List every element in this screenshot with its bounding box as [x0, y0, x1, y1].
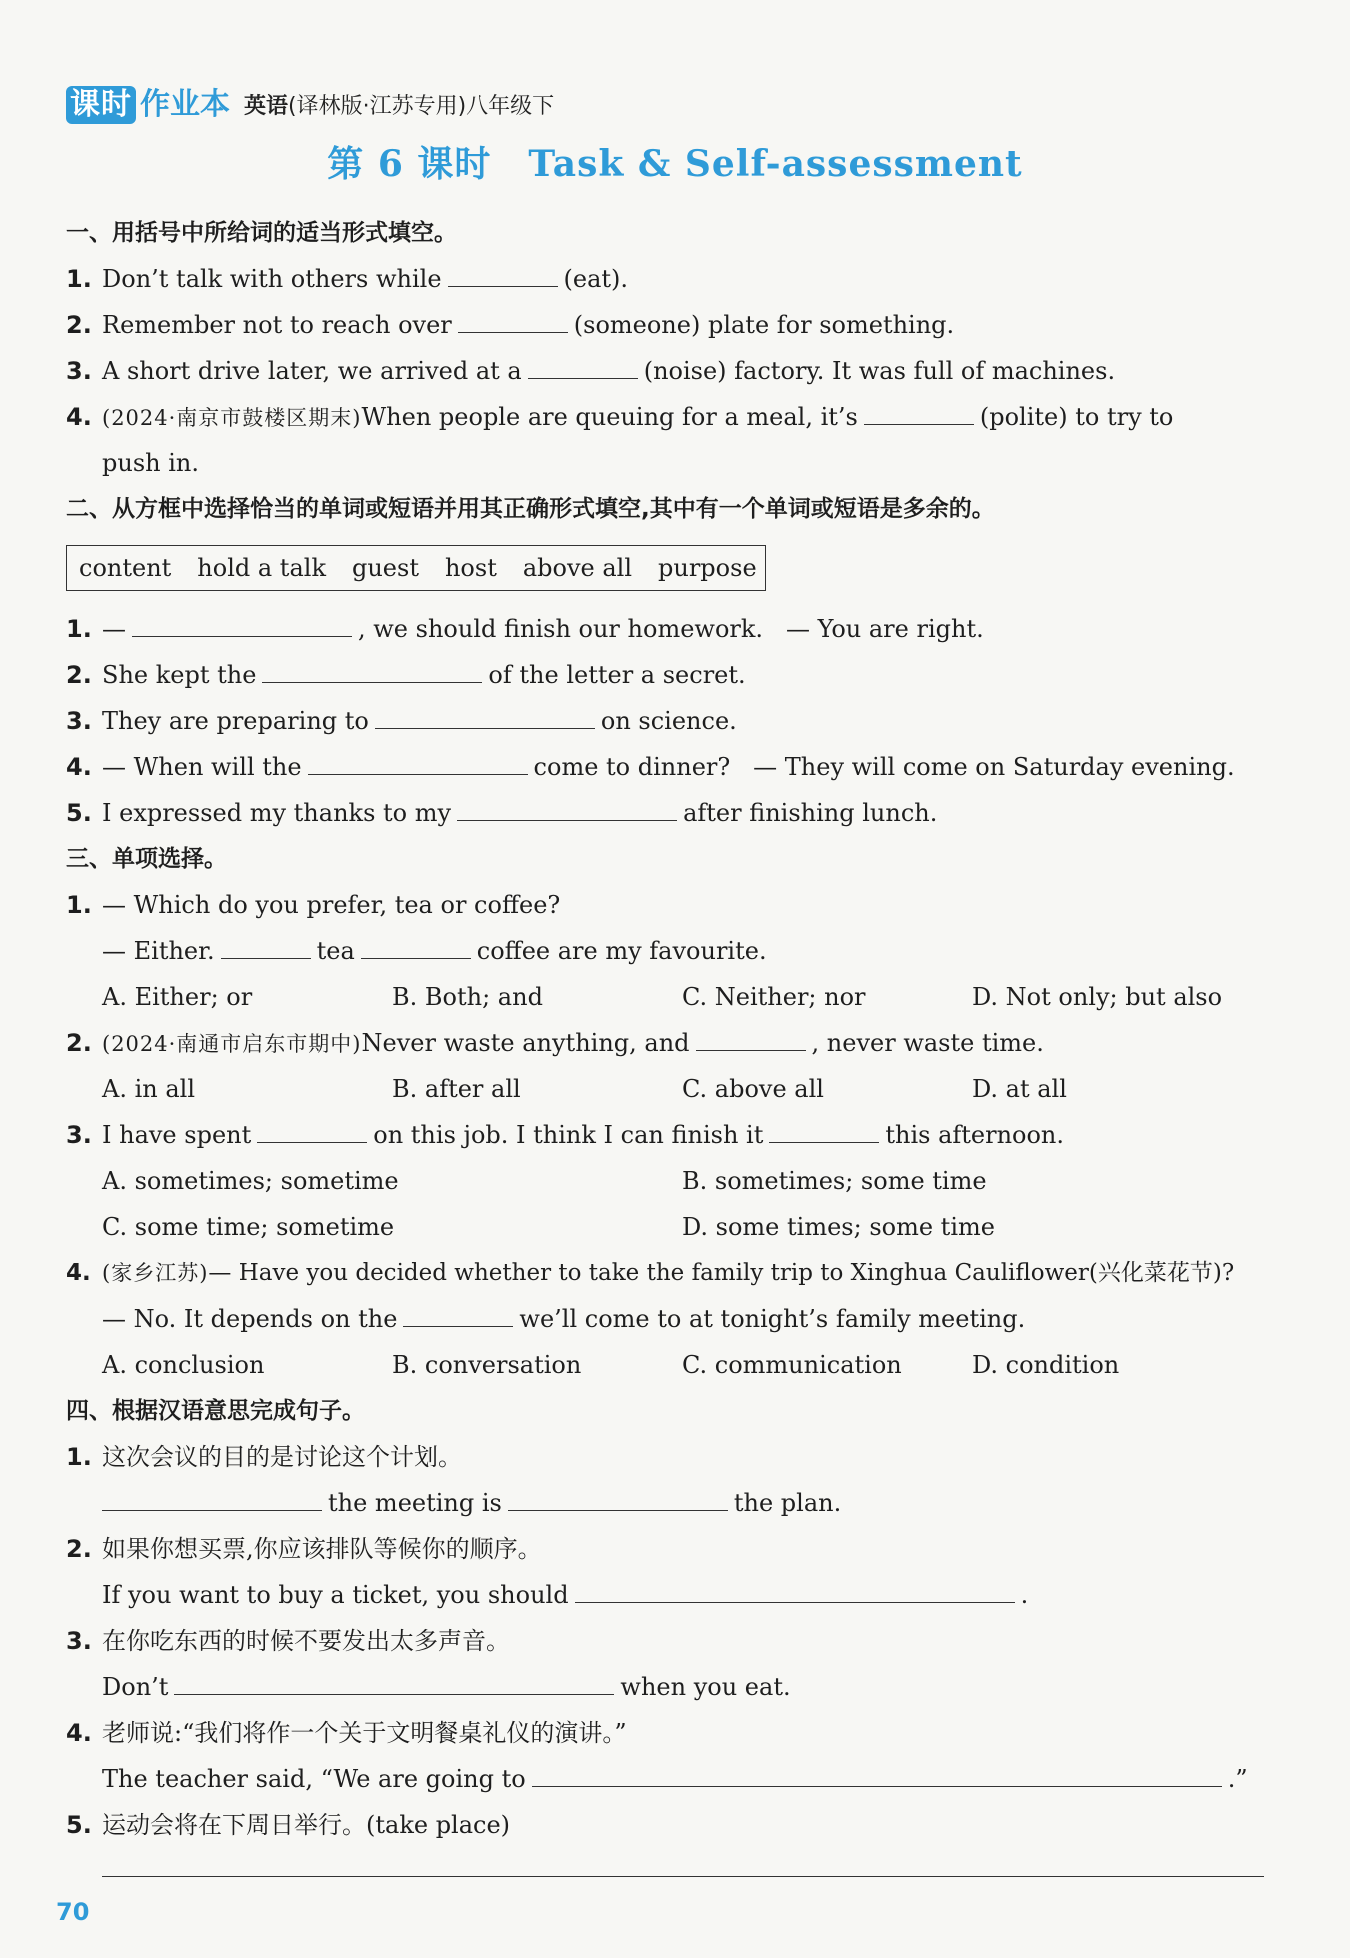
section-2-heading: 二、从方框中选择恰当的单词或短语并用其正确形式填空,其中有一个单词或短语是多余的。 [66, 496, 995, 522]
option-d[interactable]: D. at all [972, 1075, 1067, 1103]
source-tag: (家乡江苏) [102, 1261, 209, 1285]
s4-question-4 [66, 1716, 627, 1750]
page-header [66, 74, 554, 124]
q-text: (noise) factory. It was full of machines. [643, 357, 1116, 385]
answer-blank[interactable] [132, 612, 352, 637]
answer-blank[interactable] [575, 1578, 1015, 1603]
s3-question-4 [66, 1256, 1234, 1290]
answer-blank[interactable] [102, 1486, 322, 1511]
s1-question-2 [66, 308, 954, 342]
option-b[interactable]: B. after all [392, 1075, 521, 1103]
q-chinese: 如果你想买票,你应该排队等候你的顺序。 [102, 1535, 542, 1563]
s3-question-3 [66, 1118, 1064, 1152]
section-3-heading: 三、单项选择。 [66, 846, 227, 872]
word-bank-box [66, 545, 766, 591]
answer-blank[interactable] [457, 796, 677, 821]
answer-blank[interactable] [769, 1118, 879, 1143]
source-tag: (2024·南京市鼓楼区期末) [102, 406, 362, 430]
option-a[interactable]: A. sometimes; sometime [102, 1167, 399, 1195]
q-text: They are preparing to [102, 707, 369, 735]
word-bank-item: host [444, 554, 497, 582]
answer-blank[interactable] [532, 1762, 1222, 1787]
q-num: 1. [66, 891, 92, 919]
answer-blank[interactable] [403, 1302, 513, 1327]
q-num: 5. [66, 1811, 92, 1839]
header-subject [244, 90, 554, 124]
source-tag: (2024·南通市启东市期中) [102, 1032, 362, 1056]
q-num: 3. [66, 1627, 92, 1655]
q-text: come to dinner? [533, 753, 731, 781]
q-num: 1. [66, 1443, 92, 1471]
q-num: 2. [66, 311, 92, 339]
q-num: 3. [66, 707, 92, 735]
q-num: 1. [66, 265, 92, 293]
q-num: 5. [66, 799, 92, 827]
q-text: Remember not to reach over [102, 311, 452, 339]
s2-question-4 [66, 750, 1235, 784]
q-text: If you want to buy a ticket, you should [102, 1581, 569, 1609]
q-text: — Which do you prefer, tea or coffee? [102, 891, 561, 919]
subject-label: 英语 [244, 94, 289, 119]
s4-question-1 [66, 1440, 462, 1474]
answer-blank[interactable] [361, 934, 471, 959]
logo [66, 86, 230, 124]
q-text: , we should finish our homework. [358, 615, 764, 643]
q-text: She kept the [102, 661, 257, 689]
answer-blank[interactable] [308, 750, 528, 775]
s4-question-3-line2 [102, 1670, 791, 1704]
q-num: 2. [66, 1535, 92, 1563]
q-text: I have spent [102, 1121, 252, 1149]
option-b[interactable]: B. sometimes; some time [682, 1167, 987, 1195]
answer-line[interactable] [102, 1876, 1264, 1877]
q-text: — No. It depends on the [102, 1305, 398, 1333]
logo-text: 作业本 [140, 87, 230, 122]
word-bank-item: above all [522, 554, 633, 582]
s3-question-2 [66, 1026, 1044, 1061]
s2-question-3 [66, 704, 737, 738]
s1-question-4-cont: push in. [102, 449, 199, 477]
s4-question-5 [66, 1808, 510, 1842]
q-text: on this job. I think I can finish it [373, 1121, 764, 1149]
word-bank-item: content [79, 554, 172, 582]
option-d[interactable]: D. condition [972, 1351, 1120, 1379]
q-text: coffee are my favourite. [476, 937, 767, 965]
word-bank-item: guest [351, 554, 419, 582]
answer-blank[interactable] [864, 400, 974, 425]
s3-question-1 [66, 888, 560, 922]
q-text: of the letter a secret. [488, 661, 746, 689]
q-chinese: 运动会将在下周日举行。(take place) [102, 1811, 511, 1839]
q-text: tea [316, 937, 355, 965]
q-num: 4. [66, 1260, 91, 1286]
q-text: (eat). [563, 265, 629, 293]
answer-blank[interactable] [528, 354, 638, 379]
q-text: Don’t [102, 1673, 169, 1701]
s4-question-2-line2 [102, 1578, 1028, 1612]
q-text: .” [1227, 1765, 1248, 1793]
s2-question-5 [66, 796, 937, 830]
answer-blank[interactable] [174, 1670, 614, 1695]
q-text: Don’t talk with others while [102, 265, 442, 293]
q-text: (someone) plate for something. [573, 311, 955, 339]
q-text: on science. [600, 707, 737, 735]
option-a[interactable]: A. in all [102, 1075, 196, 1103]
option-d[interactable]: D. Not only; but also [972, 983, 1223, 1011]
answer-blank[interactable] [448, 262, 558, 287]
q-chinese: 这次会议的目的是讨论这个计划。 [102, 1443, 462, 1471]
q-num: 2. [66, 1029, 92, 1057]
s4-question-4-line2 [102, 1762, 1248, 1796]
answer-blank[interactable] [375, 704, 595, 729]
q-num: 4. [66, 753, 92, 781]
s1-question-4 [66, 400, 1173, 435]
lesson-title: 第 6 课时 Task & Self-assessment [327, 143, 1023, 185]
q-text: when you eat. [620, 1673, 791, 1701]
answer-blank[interactable] [696, 1026, 806, 1051]
q-text: Never waste anything, and [361, 1029, 690, 1057]
q-text: — When will the [102, 753, 302, 781]
option-a[interactable]: A. Either; or [102, 983, 253, 1011]
answer-blank[interactable] [508, 1486, 728, 1511]
q-text: (polite) to try to [979, 403, 1174, 431]
answer-blank[interactable] [458, 308, 568, 333]
q-text: — They will come on Saturday evening. [753, 753, 1235, 781]
q-num: 3. [66, 1121, 92, 1149]
q-chinese: 老师说:“我们将作一个关于文明餐桌礼仪的演讲。” [102, 1719, 627, 1747]
s4-question-3 [66, 1624, 510, 1658]
q-text: we’ll come to at tonight’s family meeting. [519, 1305, 1026, 1333]
option-c[interactable]: C. some time; sometime [102, 1213, 395, 1241]
word-bank-item: purpose [658, 554, 757, 582]
q-text: , never waste time. [811, 1029, 1044, 1057]
q-text: . [1020, 1581, 1029, 1609]
q-text: the plan. [733, 1489, 842, 1517]
q-num: 4. [66, 1719, 92, 1747]
option-b[interactable]: B. conversation [392, 1351, 582, 1379]
option-c[interactable]: C. Neither; nor [682, 983, 866, 1011]
q-chinese: 在你吃东西的时候不要发出太多声音。 [102, 1627, 510, 1655]
word-bank-item: hold a talk [197, 554, 326, 582]
s4-question-2 [66, 1532, 542, 1566]
q-text: after finishing lunch. [683, 799, 938, 827]
logo-box: 课时 [66, 86, 136, 124]
answer-blank[interactable] [257, 1118, 367, 1143]
answer-blank[interactable] [262, 658, 482, 683]
edition-label: (译林版·江苏专用)八年级下 [288, 94, 555, 119]
s2-question-2 [66, 658, 746, 692]
q-text: the meeting is [328, 1489, 502, 1517]
q-num: 2. [66, 661, 92, 689]
s4-question-1-line2 [102, 1486, 841, 1520]
option-c[interactable]: C. communication [682, 1351, 902, 1379]
option-c[interactable]: C. above all [682, 1075, 824, 1103]
answer-blank[interactable] [221, 934, 311, 959]
q-text: this afternoon. [885, 1121, 1065, 1149]
q-text: — You are right. [785, 615, 984, 643]
section-4-heading: 四、根据汉语意思完成句子。 [66, 1398, 365, 1424]
option-b[interactable]: B. Both; and [392, 983, 543, 1011]
q-text: I expressed my thanks to my [102, 799, 452, 827]
s1-question-3 [66, 354, 1115, 388]
q-num: 1. [66, 615, 92, 643]
option-d[interactable]: D. some times; some time [682, 1213, 995, 1241]
s1-question-1 [66, 262, 628, 296]
q-text: — Either. [102, 937, 215, 965]
s3-question-4-line2 [102, 1302, 1025, 1336]
q-text: The teacher said, “We are going to [102, 1765, 526, 1793]
q-text: — [102, 615, 126, 643]
q-text: When people are queuing for a meal, it’s [361, 403, 858, 431]
q-num: 3. [66, 357, 92, 385]
q-text: — Have you decided whether to take the family trip to Xinghua Cauliflower(兴化菜花节)? [208, 1260, 1235, 1286]
s2-question-1 [66, 612, 984, 646]
q-text: A short drive later, we arrived at a [102, 357, 522, 385]
section-1-heading: 一、用括号中所给词的适当形式填空。 [66, 220, 457, 246]
option-a[interactable]: A. conclusion [102, 1351, 265, 1379]
s3-question-1-line2 [102, 934, 767, 968]
page-number: 70 [56, 1898, 90, 1926]
q-num: 4. [66, 403, 92, 431]
